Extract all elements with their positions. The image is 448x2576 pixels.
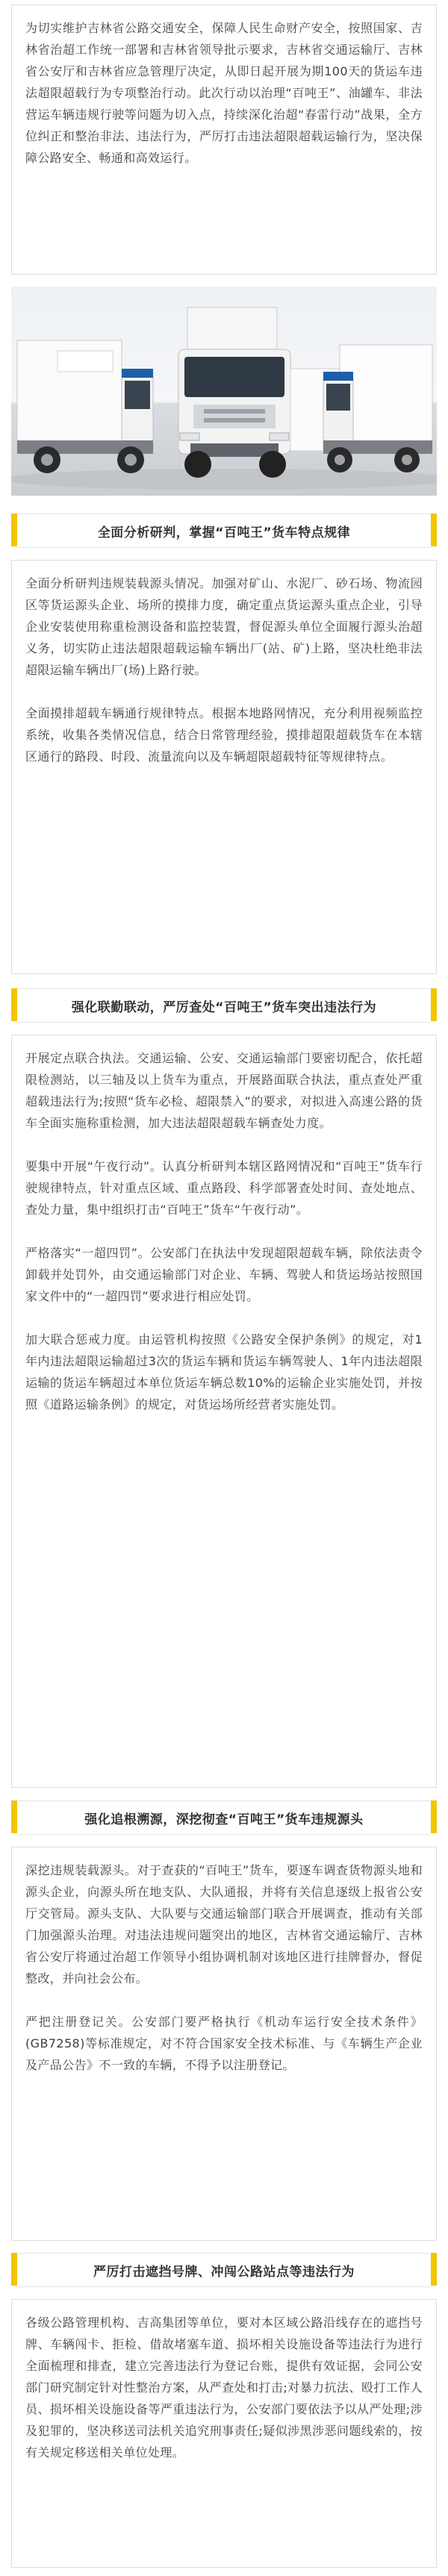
- section-3-paragraph-1: 深挖违规装载源头。对于查获的“百吨王”货车，要逐车调查货物源头地和源头企业，向源头所在地支队、大队通报，并将有关信息逐级上报省公安厅交管局。源头支队、大队要与交通运输部门联合开展调查，推动有关部门加强源头治理。对违法违规问题突出的地区，吉林省交通运输厅、吉林省公安厅将通过治超工作领导小组协调机制对该地区进行挂牌督办，督促整改，并向社会公布。: [25, 1863, 423, 1986]
- heading-accent-left: [11, 2253, 17, 2286]
- section-2-box: [11, 1035, 437, 1788]
- section-1-heading: [11, 514, 437, 546]
- section-3-paragraph-2: 严把注册登记关。公安部门要严格执行《机动车运行安全技术条件》(GB7258)等标准规定，对不符合国家安全技术标准、与《车辆生产企业及产品公告》不一致的车辆，不得予以注册登记。: [25, 2015, 423, 2072]
- section-2-paragraph-1: 开展定点联合执法。交通运输、公安、交通运输部门要密切配合，依托超限检测站，以三轴及以上货车为重点，开展路面联合执法，重点查处严重超载违法行为;按照“货车必检、超限禁入”的要求，对拟进入高速公路的货车全面实施称重检测，加大违法超限超载车辆查处力度。: [25, 1051, 423, 1130]
- trucks-illustration: [11, 287, 437, 496]
- section-3-heading: [11, 1800, 437, 1833]
- section-4-title: 严厉打击遮挡号牌、冲闯公路站点等违法行为: [93, 2264, 355, 2280]
- intro-paragraph: 为切实维护吉林省公路交通安全，保障人民生命财产安全，按照国家、吉林省治超工作统一部署和吉林省领导批示要求，吉林省交通运输厅、吉林省公安厅和吉林省应急管理厅决定，从即日起开展为期100天的货运车违法超限超载行为专项整治行动。此次行动以治理“百吨王”、油罐车、非法营运车辆违规行驶等问题为切入点，持续深化治超“春雷行动”战果，全方位纠正和整治非法、违法行为，严厉打击违法超限超载运输行为，坚决保障公路安全、畅通和高效运行。: [25, 21, 423, 165]
- section-1-paragraph-2: 全面摸排超载车辆通行规律特点。根据本地路网情况，充分利用视频监控系统，收集各类情况信息，结合日常管理经验，摸排超限超载货车在本辖区通行的路段、时段、流量流向以及车辆超限超载特征等规律特点。: [25, 706, 423, 764]
- intro-box: [11, 4, 437, 275]
- heading-accent-left: [11, 1800, 17, 1833]
- heading-accent-right: [431, 1800, 437, 1833]
- section-3-box: [11, 1847, 437, 2241]
- section-3-title: 强化追根溯源，深挖彻查“百吨王”货车违规源头: [84, 1812, 364, 1827]
- section-2-paragraph-4: 加大联合惩戒力度。由运管机构按照《公路安全保护条例》的规定，对1年内违法超限运输超过3次的货运车辆和货运车辆驾驶人、1年内违法超限运输的货运车辆超过本单位货运车辆总数10%的运输企业实施处罚，并按照《道路运输条例》的规定，对货运场所经营者实施处罚。: [25, 1332, 423, 1412]
- heading-accent-left: [11, 988, 17, 1021]
- section-2-paragraph-2: 要集中开展“午夜行动”。认真分析研判本辖区路网情况和“百吨王”货车行驶规律特点，针对重点区域、重点路段、科学部署查处时间、查处地点、查处力量，集中组织打击“百吨王”货车“午夜行动”。: [25, 1159, 423, 1217]
- right-truck: [323, 345, 432, 473]
- section-1-title: 全面分析研判，掌握“百吨王”货车特点规律: [97, 525, 351, 540]
- heading-accent-right: [431, 988, 437, 1021]
- left-truck: [17, 340, 153, 473]
- section-2-paragraph-3: 严格落实“一超四罚”。公安部门在执法中发现超限超载车辆，除依法责令卸载并处罚外，由交通运输部门对企业、车辆、驾驶人和货运场站按照国家文件中的“一超四罚”要求进行相应处罚。: [25, 1246, 423, 1303]
- section-4-heading: [11, 2253, 437, 2286]
- heading-accent-right: [431, 514, 437, 546]
- section-1-paragraph-1: 全面分析研判违规装载源头情况。加强对矿山、水泥厂、砂石场、物流园区等货运源头企业、场所的摸排力度，确定重点货运源头重点企业，引导企业安装使用称重检测设备和监控装置，督促源头单位全面履行源头治超义务，切实防止违法超限超载运输车辆出厂(站、矿)上路，坚决杜绝非法超限运输车辆出厂(场)上路行驶。: [25, 576, 423, 677]
- heading-accent-right: [431, 2253, 437, 2286]
- heading-accent-left: [11, 514, 17, 546]
- section-1-box: [11, 560, 437, 974]
- section-4-paragraph-1: 各级公路管理机构、吉高集团等单位，要对本区域公路沿线存在的遮挡号牌、车辆闯卡、拒检、借故堵塞车道、损坏相关设施设备等违法行为进行全面梳理和排查，建立完善违法行为登记台账，提供有效证据，会同公安部门研究制定针对性整治方案，从严查处和打击;对暴力抗法、殴打工作人员、损坏相关设施设备等严重违法行为，公安部门要依法予以从严处理;涉及犯罪的，坚决移送司法机关追究刑事责任;疑似涉黑涉恶问题线索的，按有关规定移送相关单位处理。: [25, 2315, 423, 2460]
- trucks-photo: [11, 287, 437, 496]
- section-2-title: 强化联勤联动，严厉查处“百吨王”货车突出违法行为: [71, 999, 377, 1015]
- section-4-box: [11, 2299, 437, 2568]
- section-2-heading: [11, 988, 437, 1021]
